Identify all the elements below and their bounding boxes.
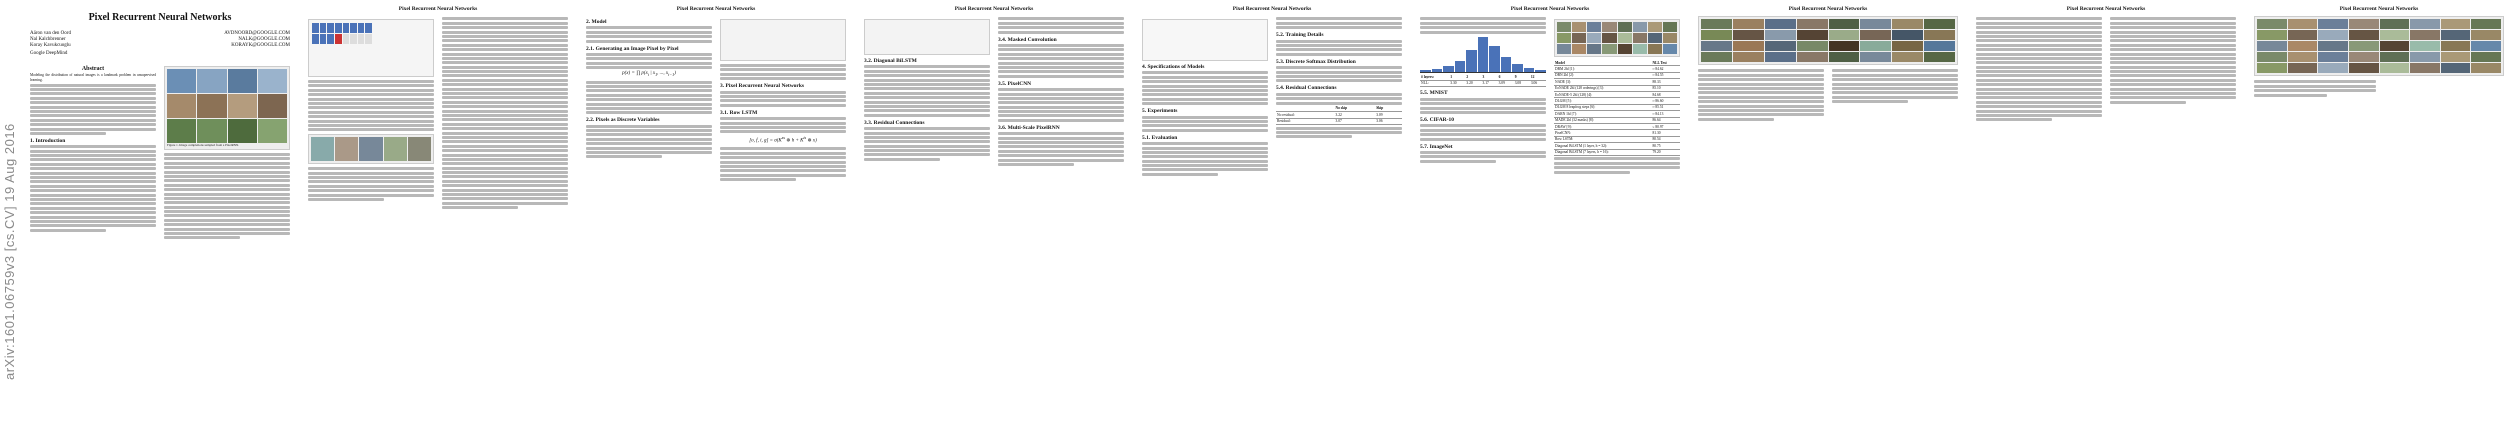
section-heading: 5.7. ImageNet bbox=[1420, 143, 1453, 150]
mnist-results-table bbox=[1554, 60, 1680, 156]
equation: [o, f, i, $g] = \sigma(K^{ss}$ ⊛ $h + K^{is}$ ⊛ x) bbox=[749, 135, 817, 144]
section-heading: 5.1. Evaluation bbox=[1142, 134, 1178, 141]
section-heading: 5. Experiments bbox=[1142, 108, 1178, 115]
table-cell: NLL: bbox=[1420, 80, 1449, 86]
section-heading: 5.6. CIFAR-10 bbox=[1420, 116, 1454, 123]
table-cell: 3.17 bbox=[1482, 80, 1498, 86]
running-head: Pixel Recurrent Neural Networks bbox=[2066, 6, 2146, 12]
table-row: DLGM [5]: ≈ 86.60 bbox=[1554, 98, 1680, 104]
figure-skew-diagram bbox=[864, 19, 990, 55]
figure-samples bbox=[308, 134, 434, 164]
abstract-heading: Abstract bbox=[81, 66, 105, 72]
table-header: Model bbox=[1554, 60, 1651, 66]
section-heading: 3.6. Multi-Scale PixelRNN bbox=[998, 124, 1060, 131]
section-heading: 3. Pixel Recurrent Neural Networks bbox=[720, 83, 805, 90]
section-heading: 3.4. Masked Convolution bbox=[998, 36, 1057, 43]
table-cell: 3.08 bbox=[1514, 80, 1530, 86]
table-cell: 3.09 bbox=[1498, 80, 1514, 86]
section-heading: 2. Model bbox=[586, 19, 607, 25]
figure-image-completions bbox=[164, 66, 290, 150]
section-heading: 3.3. Residual Connections bbox=[864, 119, 925, 126]
table-header: 1 bbox=[1449, 75, 1465, 81]
figure-imagenet-samples bbox=[1698, 16, 1958, 65]
table-row: EoNADE-5 2hl (128) [4]: 84.68 bbox=[1554, 92, 1680, 98]
affiliation: Google DeepMind bbox=[30, 51, 68, 56]
table-header: 12 bbox=[1530, 75, 1546, 81]
author-name: Aäron van den Oord bbox=[30, 31, 71, 36]
paper-title: Pixel Recurrent Neural Networks bbox=[88, 12, 232, 23]
figure-cifar-samples bbox=[1554, 19, 1680, 57]
table-row: DLGM 8 leapfrog steps [6]: ≈ 85.51 bbox=[1554, 104, 1680, 110]
table-row: PixelCNN: 81.30 bbox=[1554, 130, 1680, 136]
arxiv-stamp: arXiv:1601.06759v3 [cs.CV] 19 Aug 2016 bbox=[2, 123, 17, 380]
running-head: Pixel Recurrent Neural Networks bbox=[1510, 6, 1590, 12]
section-heading: 3.1. Row LSTM bbox=[720, 109, 758, 116]
running-head: Pixel Recurrent Neural Networks bbox=[2339, 6, 2419, 12]
table-header: 3 bbox=[1482, 75, 1498, 81]
paper-page-9 bbox=[2248, 2, 2510, 438]
residual-table bbox=[1276, 106, 1402, 125]
table-header: No skip bbox=[1335, 106, 1376, 112]
table-cell: 3.30 bbox=[1449, 80, 1465, 86]
table-header: 9 bbox=[1514, 75, 1530, 81]
author-name: Nal Kalchbrenner bbox=[30, 37, 66, 42]
abstract-lead: Modeling the distribution of natural images is a landmark problem in unsupervised learning. bbox=[30, 73, 156, 82]
paper-page-5 bbox=[1136, 2, 1408, 438]
paper-page-6 bbox=[1414, 2, 1686, 438]
table-row: EoNADE 2hl (128 orderings) [3]: 85.10 bbox=[1554, 85, 1680, 91]
section-heading: 5.2. Training Details bbox=[1276, 32, 1324, 39]
equation: p(x) = ∏ $p(x_i$ | $x_1$, ..., $x_{i-1}$) bbox=[622, 71, 676, 78]
section-heading: 5.5. MNIST bbox=[1420, 90, 1448, 97]
paper-page-3 bbox=[580, 2, 852, 438]
author-email: KORAYK@GOOGLE.COM bbox=[231, 43, 290, 48]
section-heading: 5.3. Discrete Softmax Distribution bbox=[1276, 58, 1356, 65]
table-row: DARN 1hl [7]: ≈ 84.13 bbox=[1554, 111, 1680, 117]
author-email: AVDNOORD@GOOGLE.COM bbox=[224, 31, 290, 36]
figure-samples-grid bbox=[2254, 16, 2504, 76]
paper-page-7 bbox=[1692, 2, 1964, 438]
table-row: Row LSTM: 80.54 bbox=[1554, 136, 1680, 142]
table-row: MADE 2hl (32 masks) [8]: 86.64 bbox=[1554, 117, 1680, 123]
paper-page-2 bbox=[302, 2, 574, 438]
table-header: # layers: bbox=[1420, 75, 1449, 81]
table-row: NADE [3]: 88.33 bbox=[1554, 79, 1680, 85]
table-header: 6 bbox=[1498, 75, 1514, 81]
section-heading: 1. Introduction bbox=[30, 137, 66, 144]
table-header: Skip bbox=[1375, 106, 1402, 112]
table-cell: Residual: bbox=[1276, 118, 1335, 124]
running-head: Pixel Recurrent Neural Networks bbox=[1788, 6, 1868, 12]
figure-lstm-diagram bbox=[720, 19, 846, 61]
paper-page-8 bbox=[1970, 2, 2242, 438]
table-cell: No residual: bbox=[1276, 112, 1335, 118]
table-cell: 3.20 bbox=[1465, 80, 1481, 86]
table-row: Diagonal BiLSTM (7 layers, h = 16): 79.20 bbox=[1554, 149, 1680, 155]
table-row bbox=[1276, 118, 1402, 124]
table-row bbox=[1420, 80, 1546, 86]
table-row: DBM 2hl [1]: ≈ 84.62 bbox=[1554, 66, 1680, 72]
section-heading: 4. Specifications of Models bbox=[1142, 64, 1205, 70]
figure-caption: Figure 1. Image completions sampled from a PixelRNN. bbox=[167, 143, 240, 147]
table-row: Diagonal BiLSTM (1 layer, h = 32): 80.75 bbox=[1554, 143, 1680, 149]
table-cell: 3.22 bbox=[1335, 112, 1376, 118]
table-header: 2 bbox=[1465, 75, 1481, 81]
author-block bbox=[30, 31, 290, 57]
paper-page-1 bbox=[24, 2, 296, 438]
layers-table bbox=[1420, 75, 1546, 88]
section-heading: 3.5. PixelCNN bbox=[998, 80, 1032, 87]
figure-context-diagram bbox=[308, 19, 434, 77]
section-heading: 3.2. Diagonal BiLSTM bbox=[864, 58, 917, 64]
table-cell: 3.07 bbox=[1335, 118, 1376, 124]
author-name: Koray Kavukcuoglu bbox=[30, 43, 71, 48]
table-cell: 3.09 bbox=[1375, 112, 1402, 118]
running-head: Pixel Recurrent Neural Networks bbox=[954, 6, 1034, 12]
table-row: DBN 2hl [2]: ≈ 84.55 bbox=[1554, 72, 1680, 78]
running-head: Pixel Recurrent Neural Networks bbox=[676, 6, 756, 12]
figure-architecture-table bbox=[1142, 19, 1268, 61]
section-heading: 2.2. Pixels as Discrete Variables bbox=[586, 117, 660, 124]
running-head: Pixel Recurrent Neural Networks bbox=[398, 6, 478, 12]
running-head: Pixel Recurrent Neural Networks bbox=[1232, 6, 1312, 12]
table-header: NLL Test bbox=[1651, 60, 1680, 66]
section-heading: 5.4. Residual Connections bbox=[1276, 85, 1337, 92]
table-cell: 3.06 bbox=[1375, 118, 1402, 124]
table-row: DRAW [9]: ≤ 80.97 bbox=[1554, 124, 1680, 130]
section-heading: 2.1. Generating an Image Pixel by Pixel bbox=[586, 45, 679, 52]
figure-softmax-histogram bbox=[1420, 36, 1546, 73]
paper-page-4 bbox=[858, 2, 1130, 438]
author-email: NALK@GOOGLE.COM bbox=[238, 37, 290, 42]
table-cell: 3.06 bbox=[1530, 80, 1546, 86]
